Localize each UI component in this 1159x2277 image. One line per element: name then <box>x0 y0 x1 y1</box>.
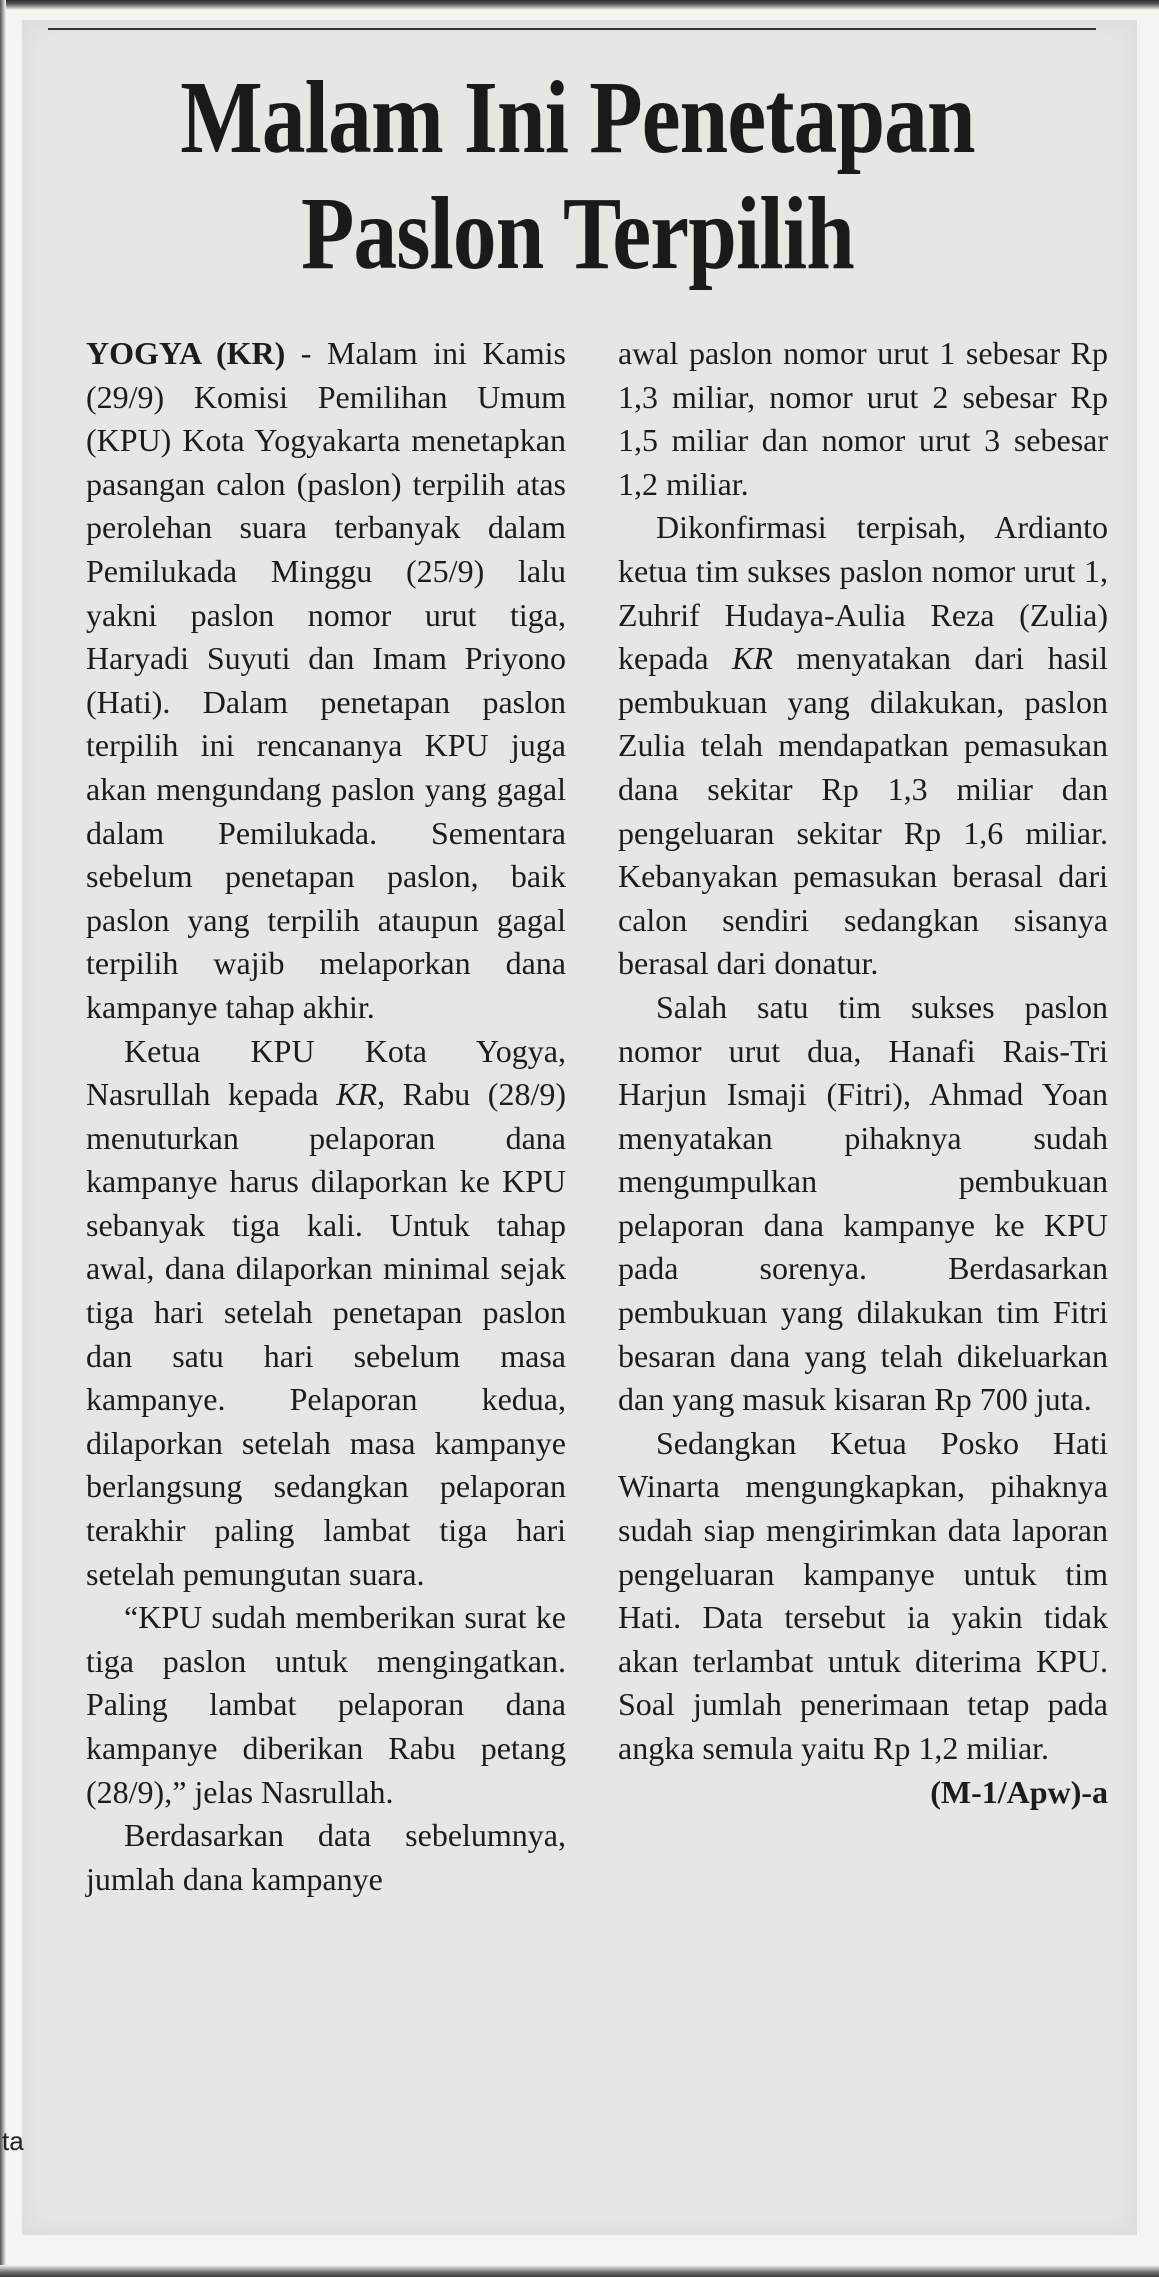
paragraph-2-text-b: , Rabu (28/9) menuturkan pelaporan dana kampanye harus dilaporkan ke KPU sebanyak tiga kali. Untuk tahap awal, dana dilaporkan minimal sejak tiga hari setelah penetapan paslon dan satu hari sebelum masa kampanye. Pelaporan kedua, dilaporkan setelah masa kampanye berlangsung sedangkan pelaporan terakhir paling lambat tiga hari setelah pemungutan suara. <box>86 1076 566 1592</box>
dateline: YOGYA (KR) <box>86 335 286 371</box>
headline-line-2: Paslon Terpilih <box>300 176 855 291</box>
top-rule <box>48 28 1096 30</box>
scan-edge-bottom <box>0 2265 1159 2277</box>
paragraph-3: “KPU sudah memberikan surat ke tiga paslon untuk mengingatkan. Paling lambat pelaporan dana kampanye diberikan Rabu petang (28/9),” jelas Nasrullah. <box>86 1599 566 1810</box>
media-name: KR <box>732 640 773 677</box>
paragraph-7: Salah satu tim sukses paslon nomor urut dua, Hanafi Rais-Tri Harjun Ismaji (Fitri), Ahmad Yoan menyatakan pihaknya sudah mengumpulkan pembukuan pelaporan dana kampanye ke KPU pada sorenya. Berdasarkan pembukuan yang dilakukan tim Fitri besaran dana yang telah dikeluarkan dan yang masuk kisaran Rp 700 juta. <box>618 988 1108 1418</box>
headline-line-1: Malam Ini Penetapan <box>180 60 975 175</box>
paragraph-1 <box>86 332 566 1030</box>
media-name: KR <box>336 1076 378 1113</box>
margin-fragment: ta <box>2 2126 24 2156</box>
paragraph-5: awal paslon nomor urut 1 sebesar Rp 1,3 miliar, nomor urut 2 sebesar Rp 1,5 miliar dan nomor urut 3 sebesar 1,2 miliar. <box>618 335 1108 502</box>
paragraph-4: Berdasarkan data sebelumnya, jumlah dana kampanye <box>86 1817 566 1897</box>
paragraph-1-text: - Malam ini Kamis (29/9) Komisi Pemilihan Umum (KPU) Kota Yogyakarta menetapkan pasangan calon (paslon) terpilih atas perolehan suara terbanyak dalam Pemilukada Minggu (25/9) lalu yakni paslon nomor urut tiga, Haryadi Suyuti dan Imam Priyono (Hati). Dalam penetapan paslon terpilih ini rencananya KPU juga akan mengundang paslon yang gagal dalam Pemilukada. Sementara sebelum penetapan paslon, baik paslon yang terpilih ataupun gagal terpilih wajib melaporkan dana kampanye tahap akhir. <box>86 335 566 1025</box>
byline: (M-1/Apw)-a <box>930 1773 1108 1810</box>
scan-edge-left <box>0 0 6 2277</box>
scan-edge-top <box>0 0 1159 10</box>
paragraph-6 <box>618 506 1108 986</box>
paragraph-2-text-a: Ketua KPU Kota Yogya, Nasrullah kepada <box>86 1032 566 1113</box>
article-column-left <box>86 332 566 1901</box>
paragraph-2 <box>86 1030 566 1597</box>
paragraph-6-text-b: menyatakan dari hasil pembukuan yang dilakukan, paslon Zulia telah mendapatkan pemasukan dana sekitar Rp 1,3 miliar dan pengeluaran sekitar Rp 1,6 miliar. Kebanyakan pemasukan berasal dari calon sendiri sedangkan sisanya berasal dari donatur. <box>618 640 1109 982</box>
headline <box>126 60 1029 292</box>
article-column-right <box>618 332 1108 1814</box>
paragraph-6-text-a: Dikonfirmasi terpisah, Ardianto ketua tim sukses paslon nomor urut 1, Zuhrif Hudaya-Aulia Reza (Zulia) kepada <box>618 509 1108 677</box>
paragraph-8-text: Sedangkan Ketua Posko Hati Winarta mengungkapkan, pihaknya sudah siap mengirimkan data laporan pengeluaran kampanye untuk tim Hati. Data tersebut ia yakin tidak akan terlambat untuk diterima KPU. Soal jumlah penerimaan tetap pada angka semula yaitu Rp 1,2 miliar. <box>618 1424 1108 1766</box>
paragraph-8 <box>618 1422 1108 1810</box>
